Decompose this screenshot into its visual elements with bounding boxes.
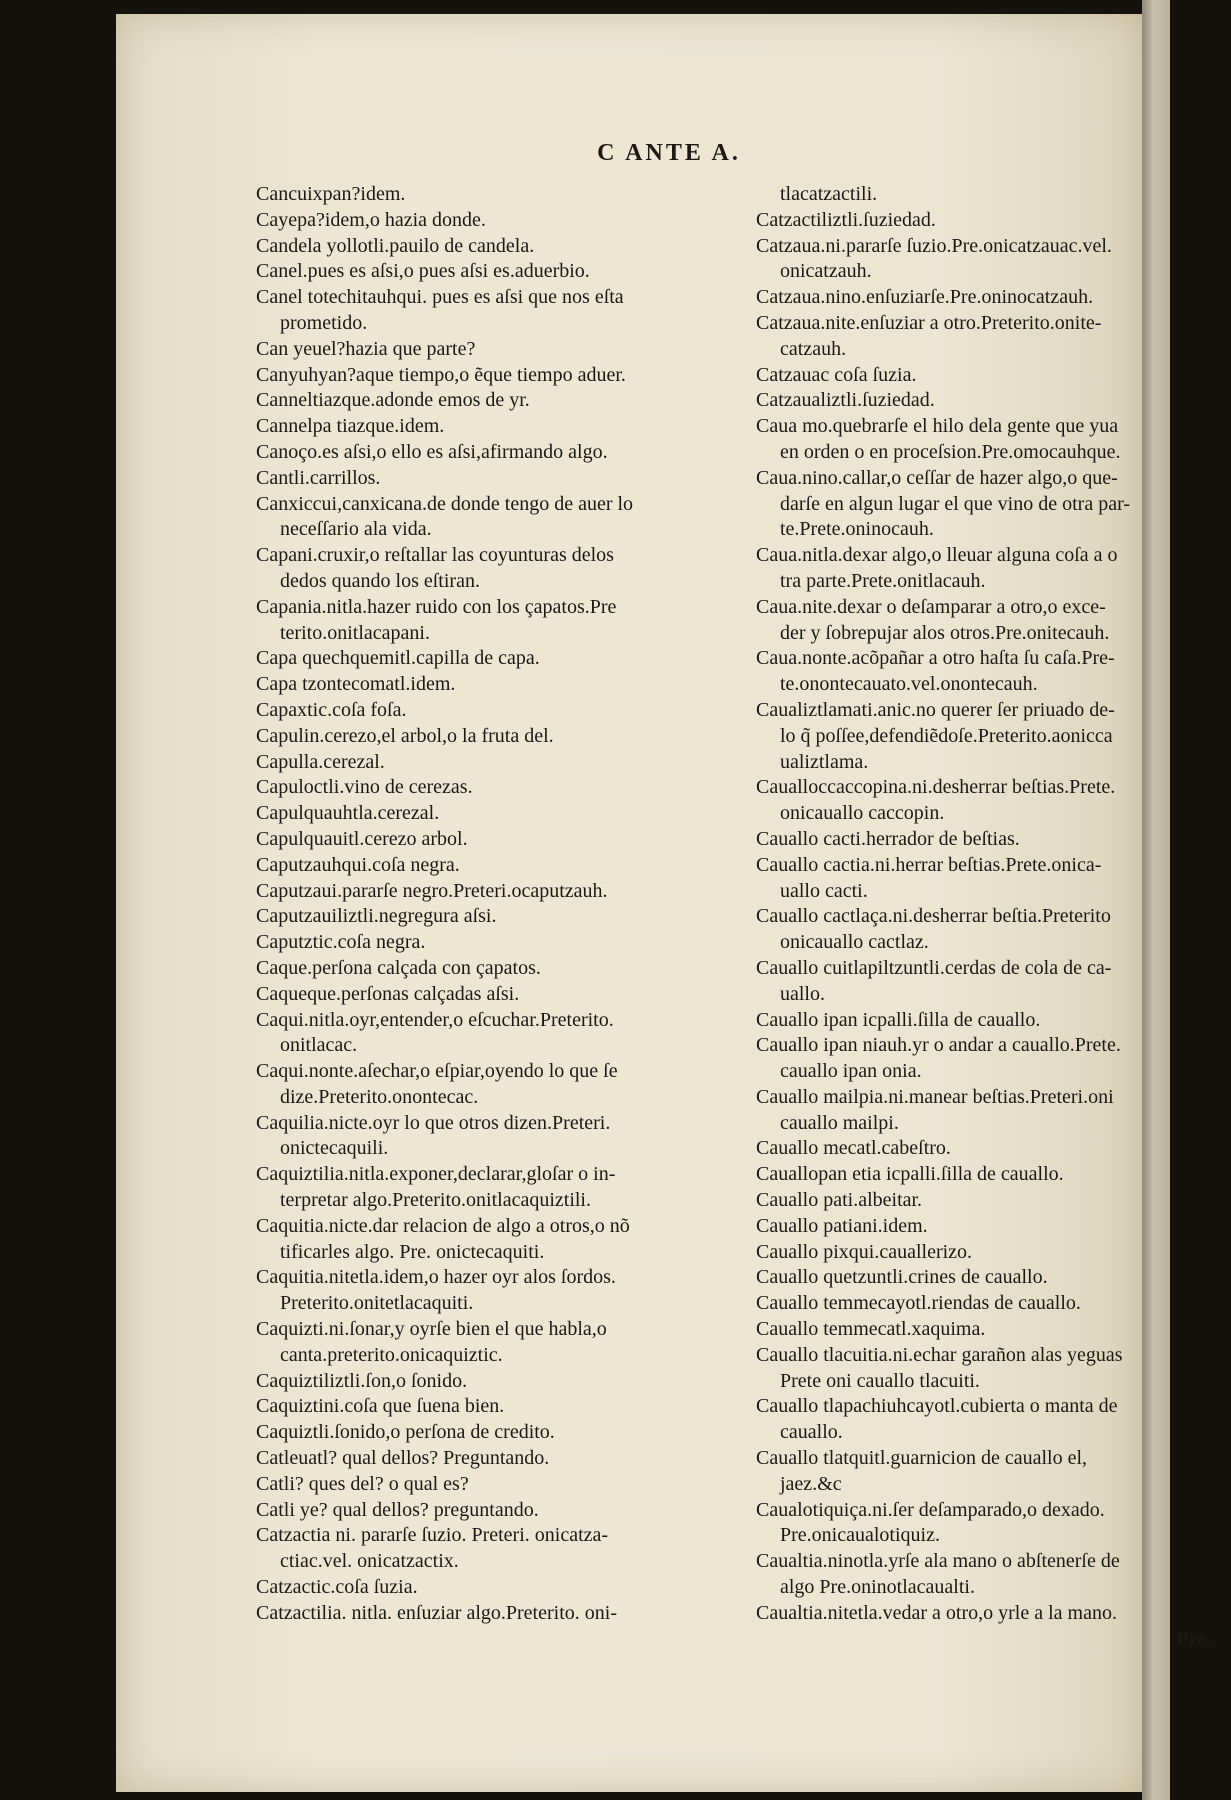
dictionary-entry [256,930,746,956]
entry-headline: Canel.pues es aſsi,o pues aſsi es.aduerbio. [256,260,590,283]
dictionary-entry [256,543,746,595]
dictionary-entry [256,775,746,801]
dictionary-entry [256,1162,746,1214]
entry-headline: Caquilia.nicte.oyr lo que otros dizen.Preteri. [256,1111,611,1134]
left-column [256,182,746,1627]
entry-headline: Capa quechquemitl.capilla de capa. [256,647,540,670]
entry-headline: Cayepa?idem,o hazia donde. [256,208,486,231]
entry-headline: Caua.nitla.dexar algo,o lleuar alguna coſa a o [756,544,1118,567]
entry-headline: Caputzaui.pararſe negro.Preteri.ocaputzauh. [256,879,608,902]
entry-headline: Caquizti.ni.ſonar,y oyrſe bien el que habla,o [256,1318,607,1341]
adjacent-page-edge [1142,0,1170,1800]
dictionary-entry [256,337,746,363]
entry-headline: Caualloccaccopina.ni.desherrar beſtias.Prete. [756,776,1116,799]
entry-headline: Cauallo ipan icpalli.ſilla de cauallo. [756,1008,1041,1031]
entry-headline: Caqui.nonte.aſechar,o eſpiar,oyendo lo que ſe [256,1060,618,1083]
entry-headline: Capaxtic.coſa foſa. [256,698,407,721]
dictionary-entry [256,1601,746,1627]
dictionary-entry [256,1008,746,1060]
dictionary-entry [256,750,746,776]
entry-headline: Capulquauitl.cerezo arbol. [256,827,468,850]
entry-continuation: onicatzauh. [780,260,872,283]
entry-continuation: onicauallo cactlaz. [780,931,929,954]
dictionary-entry [256,1523,746,1575]
page-title: C ANTE A. [597,140,741,166]
entry-continuation: terito.onitlacapani. [280,621,430,644]
entry-continuation: Prete oni cauallo tlacuiti. [780,1369,980,1392]
dictionary-entry [256,1498,746,1524]
book-page [116,14,1211,1792]
dictionary-entry [256,1575,746,1601]
dictionary-entry [256,414,746,440]
entry-headline: Cauallo mecatl.cabeſtro. [756,1137,951,1160]
entry-headline: Capulla.cerezal. [256,750,385,773]
dictionary-entry [256,672,746,698]
entry-headline: Caquiztli.ſonido,o perſona de credito. [256,1421,555,1444]
entry-continuation: uallo cacti. [780,879,868,902]
entry-headline: Caualiztlamati.anic.no querer ſer priuado de- [756,698,1115,721]
entry-headline: Cauallo tlatquitl.guarnicion de cauallo el, [756,1447,1088,1470]
entry-continuation: lo q̃ poſſee,defendiẽdoſe.Preterito.aonicca [780,724,1113,747]
entry-headline: Caputzauhqui.coſa negra. [256,853,460,876]
entry-headline: Cancuixpan?idem. [256,183,406,205]
dictionary-entry [256,1059,746,1111]
entry-continuation: onictecaquili. [280,1137,389,1160]
entry-headline: Capania.nitla.hazer ruido con los çapatos.Pre [256,595,617,618]
entry-headline: Catzaua.nite.enſuziar a otro.Preterito.onite- [756,311,1102,334]
entry-headline: Caquitia.nitetla.idem,o hazer oyr alos ſordos. [256,1266,616,1289]
entry-headline: Canel totechitauhqui. pues es aſsi que nos eſta [256,286,624,309]
dictionary-entry [256,982,746,1008]
entry-continuation: algo Pre.oninotlacaualti. [780,1576,975,1599]
dictionary-entry [256,388,746,414]
dictionary-entry [256,724,746,750]
entry-headline: Caua.nonte.acõpañar a otro haſta ſu caſa.Pre- [756,647,1115,670]
dictionary-entry [256,440,746,466]
dictionary-entry [256,182,746,208]
entry-headline: Cauallo temmecatl.xaquima. [756,1318,986,1341]
dictionary-entry [256,285,746,337]
entry-headline: Caquiztiliztli.ſon,o ſonido. [256,1369,468,1392]
dictionary-entry [256,1446,746,1472]
entry-continuation: onicauallo caccopin. [780,802,945,825]
entry-continuation: tra parte.Prete.onitlacauh. [780,569,986,592]
entry-headline: Cauallo quetzuntli.crines de cauallo. [756,1266,1048,1289]
dictionary-entry [256,904,746,930]
dictionary-entry [256,879,746,905]
entry-headline: Cauallo tlacuitia.ni.echar garañon alas yeguas [756,1343,1123,1366]
entry-headline: Caqui.nitla.oyr,entender,o eſcuchar.Preterito. [256,1008,614,1031]
entry-headline: Cauallo pixqui.cauallerizo. [756,1240,973,1263]
entry-headline: Can yeuel?hazia que parte? [256,337,476,360]
dictionary-entry [256,595,746,647]
entry-headline: Catzauac coſa ſuzia. [756,363,917,386]
dictionary-entry [256,1394,746,1420]
entry-headline: Canneltiazque.adonde emos de yr. [256,389,530,412]
entry-continuation: darſe en algun lugar el que vino de otra par- [780,492,1131,515]
entry-continuation: ctiac.vel. onicatzactix. [280,1550,459,1573]
entry-headline: Capa tzontecomatl.idem. [256,673,456,696]
entry-continuation: onitlacac. [280,1034,358,1057]
entry-headline: Catzaua.ni.pararſe ſuzio.Pre.onicatzauac.vel. [756,234,1112,257]
entry-headline: Capulin.cerezo,el arbol,o la fruta del. [256,724,554,747]
dictionary-entry [256,1317,746,1369]
entry-headline: Caua mo.quebrarſe el hilo dela gente que yua [756,415,1119,438]
entry-headline: Cauallo mailpia.ni.manear beſtias.Preteri.oni [756,1085,1114,1108]
entry-headline: Cauallo patiani.idem. [756,1214,928,1237]
entry-continuation: canta.preterito.onicaquiztic. [280,1343,503,1366]
entry-continuation: dedos quando los eſtiran. [280,569,480,592]
entry-headline: Caualtia.nitetla.vedar a otro,o yrle a la mano. [756,1601,1117,1624]
entry-headline: Caua.nite.dexar o deſamparar a otro,o exce- [756,595,1106,618]
entry-continuation: terpretar algo.Preterito.onitlacaquiztili. [280,1189,591,1212]
entry-headline: Caquiztini.coſa que ſuena bien. [256,1395,505,1418]
entry-headline: Catli ye? qual dellos? preguntando. [256,1498,539,1521]
entry-headline: Caque.perſona calçada con çapatos. [256,956,541,979]
entry-continuation: cauallo. [780,1421,843,1444]
entry-headline: Cauallo cacti.herrador de beſtias. [756,827,1020,850]
entry-headline: Cauallo cuitlapiltzuntli.cerdas de cola de ca- [756,956,1112,979]
entry-headline: Cauallo temmecayotl.riendas de cauallo. [756,1292,1081,1315]
entry-headline: Catzactiliztli.ſuziedad. [756,208,936,231]
entry-headline: Canoço.es aſsi,o ello es aſsi,afirmando algo. [256,440,608,463]
dictionary-entry [256,259,746,285]
entry-headline: Catzactia ni. pararſe ſuzio. Preteri. onicatza- [256,1524,609,1547]
dictionary-entry [256,801,746,827]
entry-headline: Candela yollotli.pauilo de candela. [256,234,535,257]
dictionary-entry [256,956,746,982]
dictionary-entry [256,1472,746,1498]
entry-continuation: prometido. [280,311,368,334]
entry-headline: Catzactilia. nitla. enſuziar algo.Preterito. oni- [256,1601,617,1624]
entry-headline: Caputzauiliztli.negregura aſsi. [256,905,497,928]
entry-headline: Catleuatl? qual dellos? Preguntando. [256,1447,550,1470]
entry-headline: Capuloctli.vino de cerezas. [256,776,473,799]
dictionary-entry [256,1265,746,1317]
entry-headline: Caquiztilia.nitla.exponer,declarar,gloſar o in- [256,1163,616,1186]
entry-headline: Caua.nino.callar,o ceſſar de hazer algo,o que- [756,466,1118,489]
dictionary-entry [256,363,746,389]
catchword: Pre. [1176,1627,1211,1650]
dictionary-entry [256,208,746,234]
entry-headline: Catzactic.coſa ſuzia. [256,1576,418,1599]
entry-headline: Canyuhyan?aque tiempo,o ẽque tiempo aduer. [256,363,626,386]
entry-headline: Caualtia.ninotla.yrſe ala mano o abſtenerſe de [756,1550,1120,1573]
entry-headline: Cauallopan etia icpalli.ſilla de cauallo. [756,1163,1064,1186]
entry-continuation: ualiztlama. [780,750,869,773]
dictionary-entry [256,492,746,544]
entry-continuation: jaez.&c [780,1472,842,1495]
entry-headline: Caquitia.nicte.dar relacion de algo a otros,o nõ [256,1214,630,1237]
entry-headline: Capulquauhtla.cerezal. [256,802,440,825]
running-header [116,140,1142,167]
dictionary-entry [256,853,746,879]
dictionary-entry [256,646,746,672]
dictionary-entry [256,1369,746,1395]
entry-continuation: Preterito.onitetlacaquiti. [280,1292,474,1315]
dictionary-entry [256,698,746,724]
entry-headline: Cauallo cactia.ni.herrar beſtias.Prete.onica- [756,853,1102,876]
entry-continuation: uallo. [780,982,825,1005]
entry-headline: Catli? ques del? o qual es? [256,1472,469,1495]
dictionary-entry [256,1420,746,1446]
entry-headline: Catzaua.nino.enſuziarſe.Pre.oninocatzauh. [756,286,1094,309]
entry-continuation: cauallo mailpi. [780,1111,899,1134]
entry-headline: Caqueque.perſonas calçadas aſsi. [256,982,520,1005]
entry-continuation: en orden o en proceſsion.Pre.omocauhque. [780,440,1121,463]
entry-continuation: te.onontecauato.vel.onontecauh. [780,673,1038,696]
entry-headline: Caputztic.coſa negra. [256,931,426,954]
entry-headline: Cauallo cactlaça.ni.desherrar beſtia.Preterito [756,905,1111,928]
entry-continuation: Pre.onicaualotiquiz. [780,1524,940,1547]
entry-continuation: te.Prete.oninocauh. [780,518,934,541]
entry-headline: Cauallo tlapachiuhcayotl.cubierta o manta de [756,1395,1118,1418]
entry-headline: Caualotiquiça.ni.ſer deſamparado,o dexado. [756,1498,1105,1521]
entry-continuation: der y ſobrepujar alos otros.Pre.onitecauh. [780,621,1110,644]
entry-continuation: neceſſario ala vida. [280,518,432,541]
dictionary-entry [256,1214,746,1266]
entry-headline: Cantli.carrillos. [256,466,381,489]
entry-continuation: catzauh. [780,337,847,360]
entry-continuation: tificarles algo. Pre. onictecaquiti. [280,1240,545,1263]
dictionary-entry [256,466,746,492]
entry-headline: Cauallo pati.albeitar. [756,1189,923,1212]
entry-headline: Cauallo ipan niauh.yr o andar a cauallo.Prete. [756,1034,1121,1057]
entry-headline: Canxiccui,canxicana.de donde tengo de auer lo [256,492,634,515]
entry-continuation: dize.Preterito.onontecac. [280,1085,479,1108]
dictionary-entry [256,827,746,853]
entry-headline: Cannelpa tiazque.idem. [256,415,445,438]
entry-headline: Capani.cruxir,o reſtallar las coyunturas delos [256,544,614,567]
entry-continuation: tlacatzactili. [780,183,878,205]
dictionary-entry [256,234,746,260]
dictionary-entry [256,1111,746,1163]
entry-headline: Catzaualiztli.ſuziedad. [756,389,935,412]
entry-continuation: cauallo ipan onia. [780,1060,922,1083]
